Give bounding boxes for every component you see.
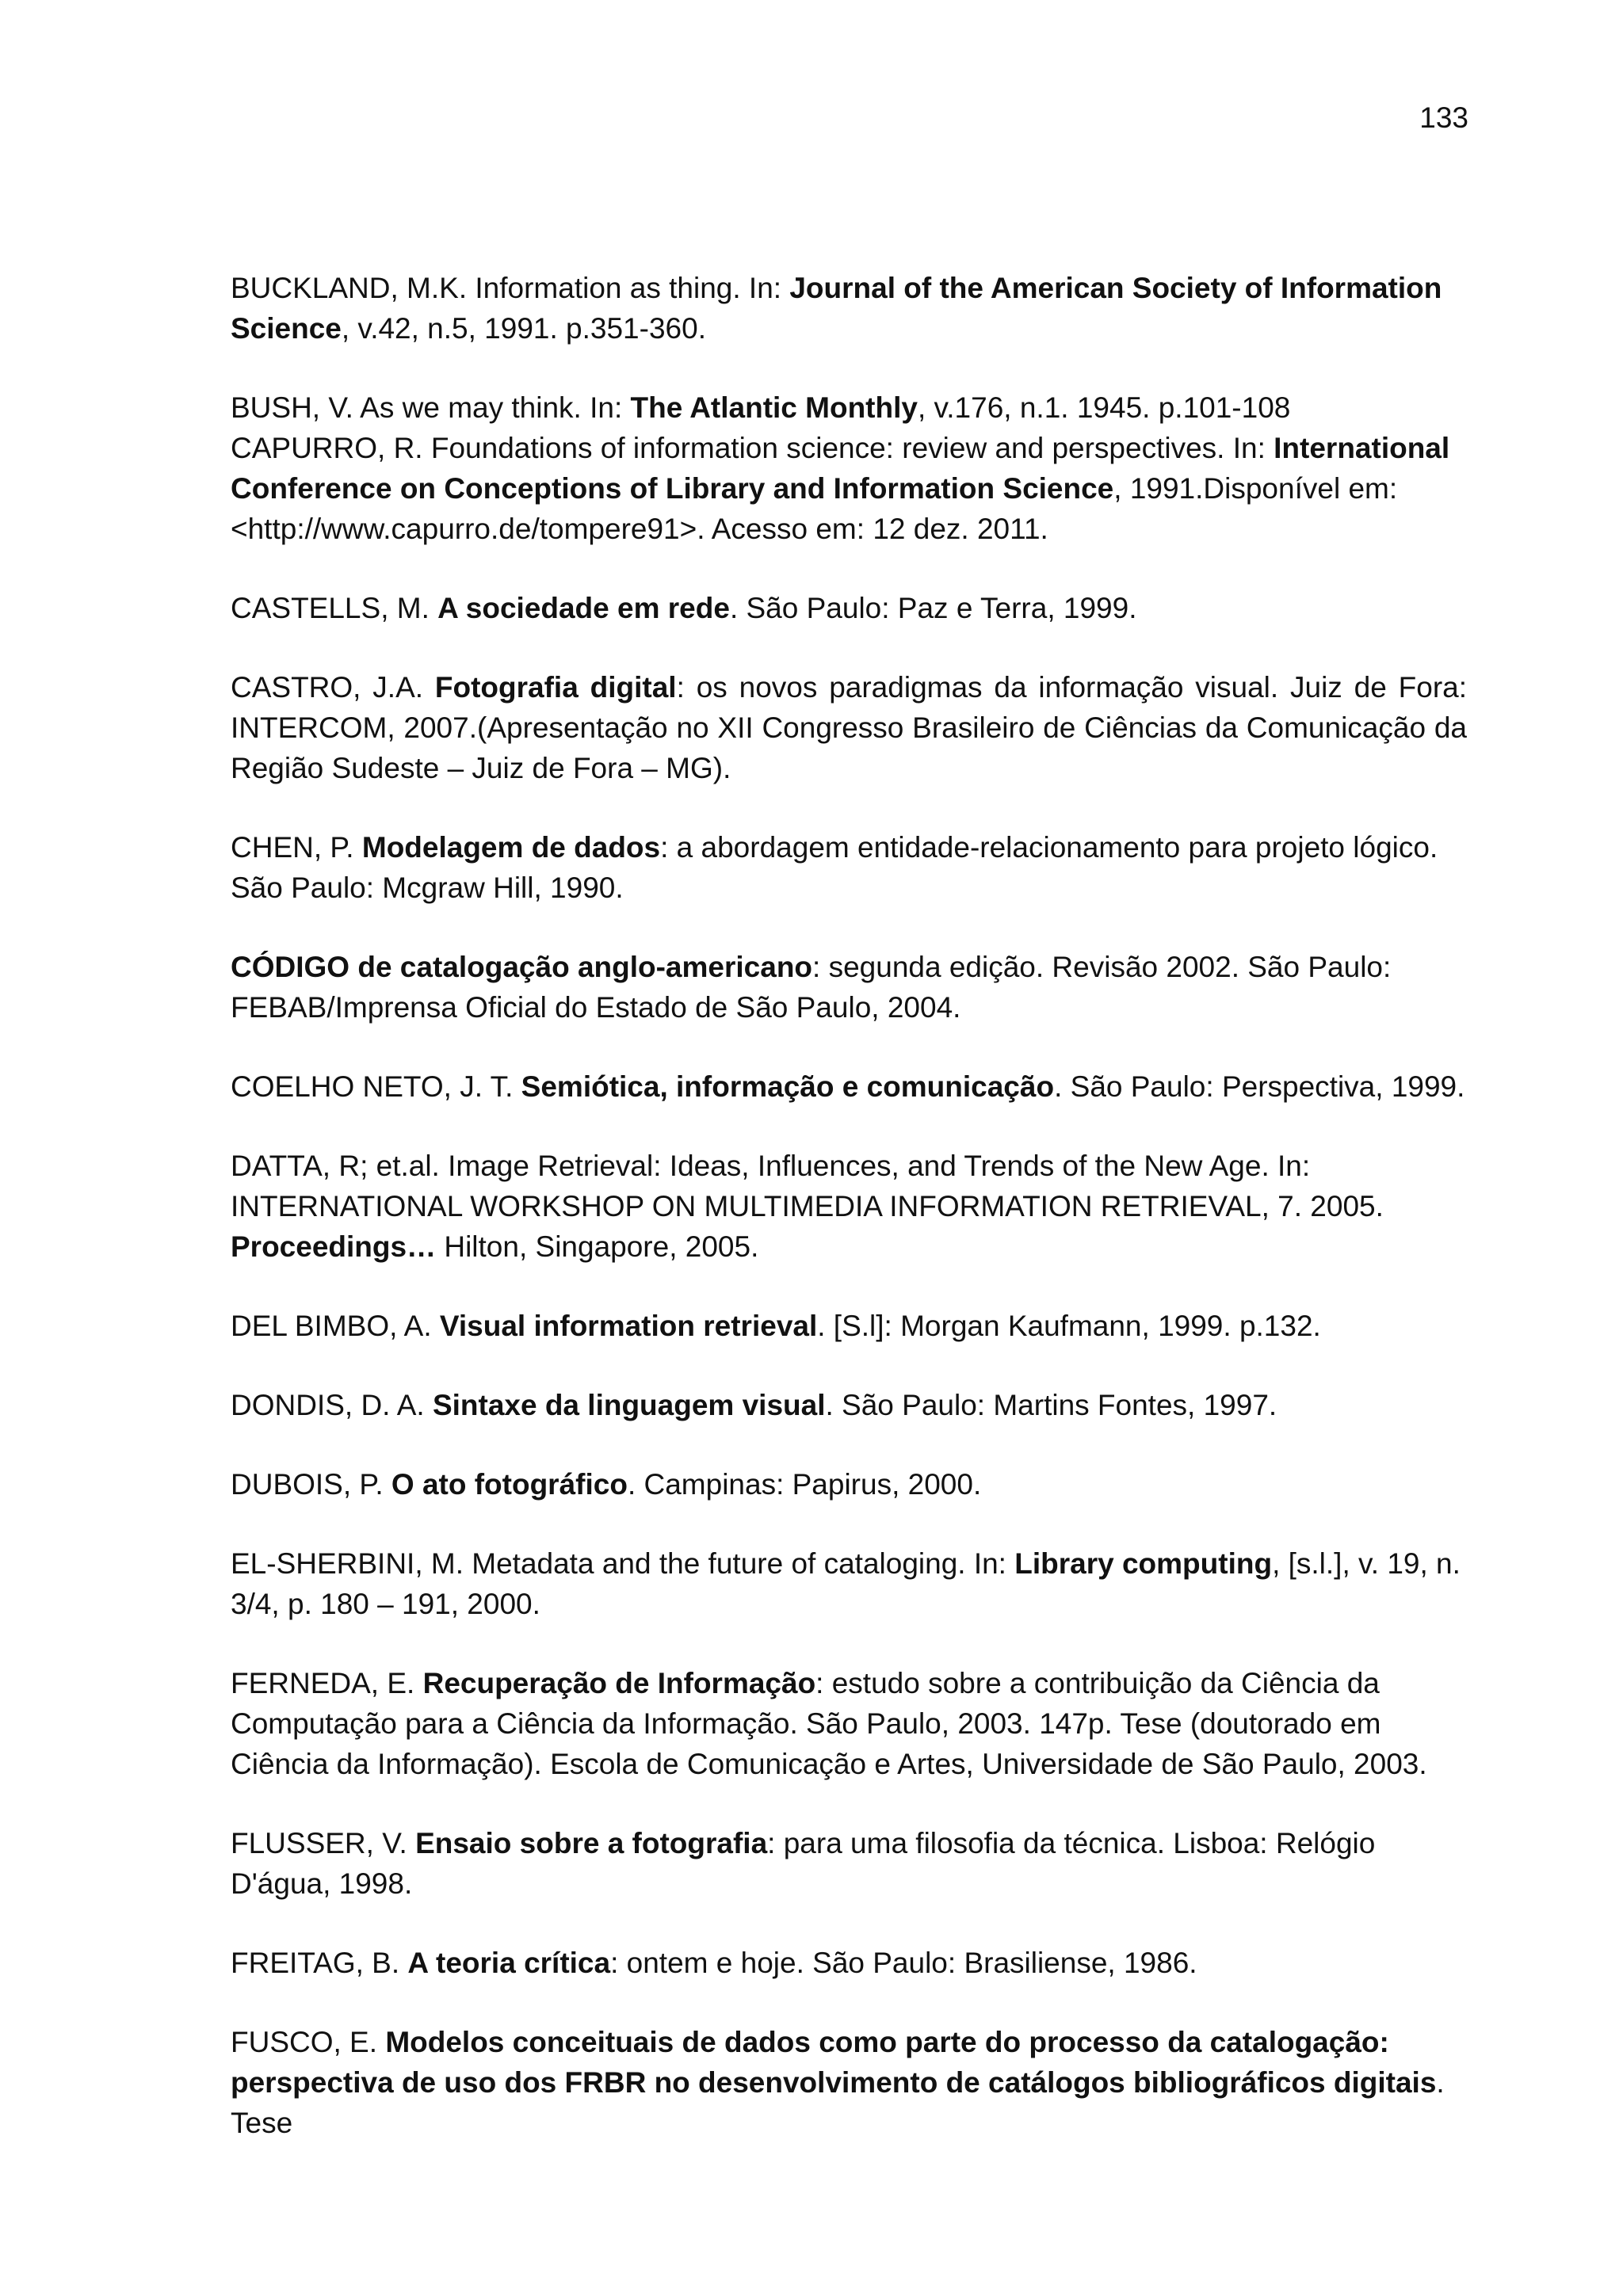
reference-text: DUBOIS, P. xyxy=(231,1468,391,1501)
reference-text: FERNEDA, E. xyxy=(231,1667,423,1699)
reference-title: A teoria crítica xyxy=(407,1947,611,1979)
reference-text: , [s.l.], v. 19, n. 3/4, p. 180 – 191, 2000. xyxy=(231,1547,1461,1620)
reference-title: Library computing xyxy=(1014,1547,1273,1580)
reference-entry xyxy=(231,827,1467,908)
reference-title: Semiótica, informação e comunicação xyxy=(521,1070,1055,1103)
reference-entry xyxy=(231,1663,1467,1784)
reference-entry xyxy=(231,1543,1467,1624)
reference-text: CASTRO, J.A. xyxy=(231,671,435,704)
reference-text: , v.42, n.5, 1991. p.351-360. xyxy=(341,312,706,345)
reference-text: . [S.l]: Morgan Kaufmann, 1999. p.132. xyxy=(817,1310,1321,1342)
reference-title: Ensaio sobre a fotografia xyxy=(415,1827,768,1859)
reference-text: CASTELLS, M. xyxy=(231,592,438,624)
reference-text: EL-SHERBINI, M. Metadata and the future of cataloging. In: xyxy=(231,1547,1015,1580)
reference-text: Hilton, Singapore, 2005. xyxy=(436,1230,759,1263)
reference-text: BUCKLAND, M.K. Information as thing. In: xyxy=(231,272,790,304)
reference-text: FREITAG, B. xyxy=(231,1947,408,1979)
reference-text: , v.176, n.1. 1945. p.101-108 xyxy=(917,391,1291,424)
reference-text: : ontem e hoje. São Paulo: Brasiliense, 1986. xyxy=(610,1947,1197,1979)
reference-text: BUSH, V. As we may think. In: xyxy=(231,391,631,424)
reference-title: International Conference on Conceptions of Library and Information Science xyxy=(231,432,1450,505)
reference-text: FUSCO, E. xyxy=(231,2026,386,2058)
reference-title: Proceedings… xyxy=(231,1230,437,1263)
reference-text: CAPURRO, R. Foundations of information science: review and perspectives. In: xyxy=(231,432,1274,464)
reference-entry xyxy=(231,1385,1467,1425)
reference-text: DONDIS, D. A. xyxy=(231,1389,433,1421)
reference-text: : segunda edição. Revisão 2002. São Paulo: FEBAB/Imprensa Oficial do Estado de São Paulo, 2004. xyxy=(231,951,1392,1024)
reference-text: : para uma filosofia da técnica. Lisboa: Relógio D'água, 1998. xyxy=(231,1827,1376,1900)
reference-title: Fotografia digital xyxy=(434,671,677,704)
reference-entry xyxy=(231,428,1467,549)
reference-entry xyxy=(231,588,1467,628)
reference-text: . São Paulo: Paz e Terra, 1999. xyxy=(729,592,1137,624)
reference-text: . Tese xyxy=(231,2066,1445,2139)
reference-text: : a abordagem entidade-relacionamento para projeto lógico. São Paulo: Mcgraw Hill, 1990. xyxy=(231,831,1438,904)
reference-entry xyxy=(231,947,1467,1028)
reference-entry xyxy=(231,667,1467,788)
reference-entry xyxy=(231,387,1467,428)
reference-title: Sintaxe da linguagem visual xyxy=(432,1389,826,1421)
reference-title: The Atlantic Monthly xyxy=(630,391,918,424)
reference-entry xyxy=(231,1823,1467,1904)
reference-title: CÓDIGO de catalogação anglo-americano xyxy=(231,951,813,983)
reference-title: Modelagem de dados xyxy=(361,831,661,864)
reference-text: : estudo sobre a contribuição da Ciência da Computação para a Ciência da Informação. São Paulo, 2003. 147p. Tese (doutorado em Ciência da Informação). Escola de Comunicação e Artes, Universidade de São Paulo, 2003. xyxy=(231,1667,1427,1780)
reference-title: Modelos conceituais de dados como parte do processo da catalogação: perspectiva de uso dos FRBR no desenvolvimento de catálogos bibliográficos digitais xyxy=(231,2026,1437,2099)
reference-entry xyxy=(231,2022,1467,2143)
reference-entry xyxy=(231,1464,1467,1505)
reference-list xyxy=(231,268,1467,2182)
reference-entry xyxy=(231,1306,1467,1346)
reference-title: Recuperação de Informação xyxy=(422,1667,816,1699)
reference-text: : os novos paradigmas da informação visual. Juiz de Fora: INTERCOM, 2007.(Apresentação no XII Congresso Brasileiro de Ciências da Comunicação da Região Sudeste – Juiz de Fora – MG). xyxy=(231,671,1467,784)
reference-entry xyxy=(231,1066,1467,1107)
reference-text: DATTA, R; et.al. Image Retrieval: Ideas, Influences, and Trends of the New Age. In: INTERNATIONAL WORKSHOP ON MULTIMEDIA INFORMATION RETRIEVAL, 7. 2005. xyxy=(231,1150,1384,1222)
reference-entry xyxy=(231,1943,1467,1983)
reference-text: . São Paulo: Martins Fontes, 1997. xyxy=(825,1389,1277,1421)
reference-title: A sociedade em rede xyxy=(437,592,730,624)
reference-entry xyxy=(231,1146,1467,1267)
reference-text: DEL BIMBO, A. xyxy=(231,1310,440,1342)
reference-title: Journal of the American Society of Information Science xyxy=(231,272,1442,345)
reference-title: Visual information retrieval xyxy=(439,1310,818,1342)
page-number: 133 xyxy=(1419,101,1468,134)
reference-entry xyxy=(231,268,1467,349)
reference-text: . Campinas: Papirus, 2000. xyxy=(627,1468,982,1501)
reference-text: , 1991.Disponível em: <http://www.capurro.de/tompere91>. Acesso em: 12 dez. 2011. xyxy=(231,472,1398,545)
reference-text: COELHO NETO, J. T. xyxy=(231,1070,521,1103)
reference-text: FLUSSER, V. xyxy=(231,1827,416,1859)
reference-text: . São Paulo: Perspectiva, 1999. xyxy=(1054,1070,1465,1103)
reference-title: O ato fotográfico xyxy=(391,1468,628,1501)
reference-text: CHEN, P. xyxy=(231,831,362,864)
